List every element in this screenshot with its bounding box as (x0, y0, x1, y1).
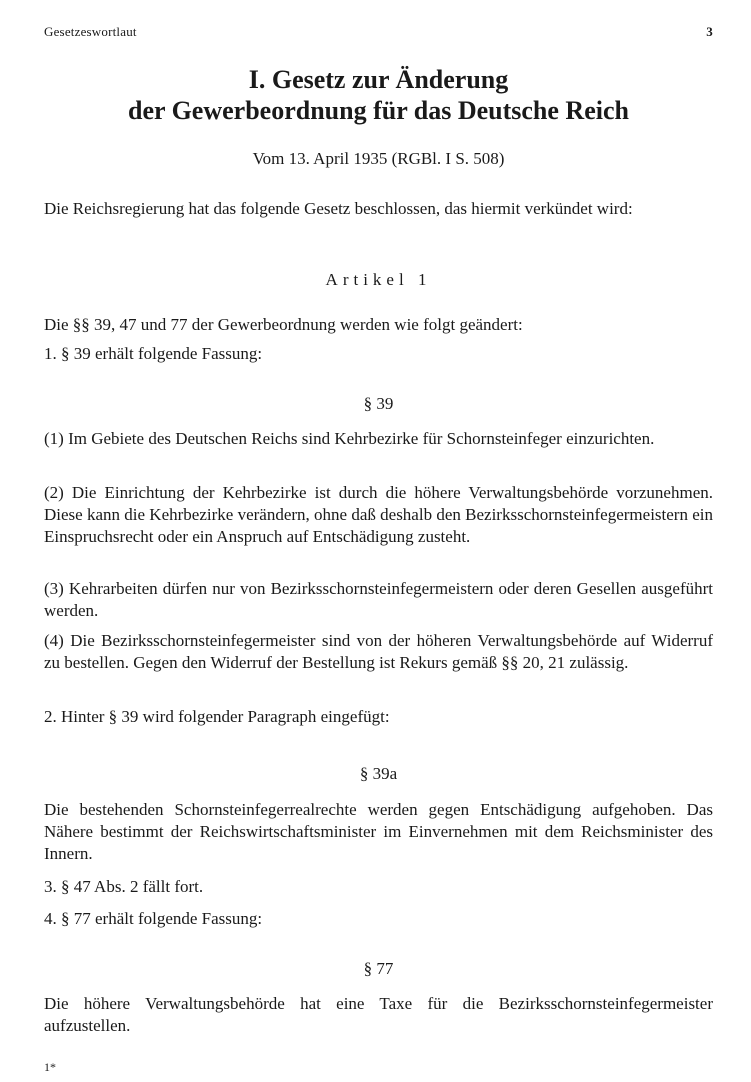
section-39-paragraph-3: (3) Kehrarbeiten dürfen nur von Bezirksschornsteinfegermeistern oder deren Gesellen ausgeführt werden. (44, 579, 713, 620)
law-title (44, 64, 713, 126)
page-number: 3 (706, 24, 713, 39)
list-item-1: 1. § 39 erhält folgende Fassung: (44, 344, 263, 363)
section-39-paragraph-4: (4) Die Bezirksschornsteinfegermeister sind von der höheren Verwaltungsbehörde auf Widerruf zu bestellen. Gegen den Widerruf der Bestellung ist Rekurs gemäß §§ 20, 21 zulässig. (44, 631, 713, 672)
list-item-4: 4. § 77 erhält folgende Fassung: (44, 909, 263, 928)
article-intro: Die §§ 39, 47 und 77 der Gewerbeordnung werden wie folgt geändert: (44, 315, 523, 334)
list-item-2: 2. Hinter § 39 wird folgender Paragraph eingefügt: (44, 707, 390, 726)
running-head (44, 24, 713, 42)
section-39-heading: § 39 (363, 394, 394, 413)
signature-mark: 1* (44, 1060, 56, 1074)
section-39a-paragraph: Die bestehenden Schornsteinfegerrealrechte werden gegen Entschädigung aufgehoben. Das Nähere bestimmt der Reichswirtschaftsminister im Einvernehmen mit dem Reichsminister des Innern. (44, 800, 713, 863)
section-39a-heading: § 39a (359, 764, 398, 783)
section-39-paragraph-2: (2) Die Einrichtung der Kehrbezirke ist durch die höhere Verwaltungsbehörde vorzunehmen. Diese kann die Kehrbezirke verändern, ohne daß deshalb den Bezirksschornsteinfegermeistern ein Einspruchsrecht oder ein Anspruch auf Entschädigung zusteht. (44, 483, 713, 546)
section-39-paragraph-1: (1) Im Gebiete des Deutschen Reichs sind Kehrbezirke für Schornsteinfeger einzurichten. (44, 429, 655, 448)
law-title-line2: der Gewerbeordnung für das Deutsche Reich (128, 96, 629, 125)
section-77-heading: § 77 (363, 959, 394, 978)
intro-paragraph: Die Reichsregierung hat das folgende Gesetz beschlossen, das hiermit verkündet wird: (44, 199, 633, 218)
article-heading: Artikel 1 (325, 270, 432, 289)
law-title-line1: I. Gesetz zur Änderung (248, 65, 509, 94)
section-77-paragraph: Die höhere Verwaltungsbehörde hat eine Taxe für die Bezirksschornsteinfegermeister aufzustellen. (44, 994, 713, 1035)
list-item-3: 3. § 47 Abs. 2 fällt fort. (44, 877, 204, 896)
running-title: Gesetzeswortlaut (44, 24, 137, 39)
law-date: Vom 13. April 1935 (RGBl. I S. 508) (252, 149, 505, 168)
